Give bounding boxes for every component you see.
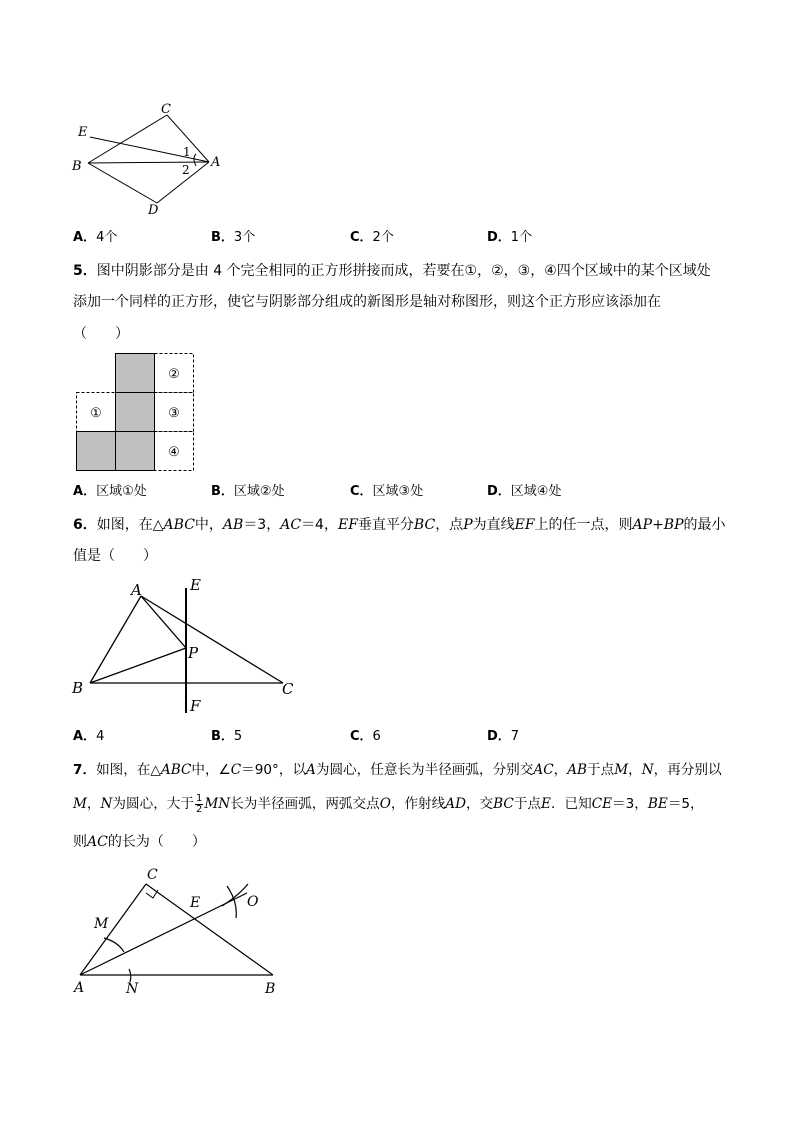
q7-seg-AC [80, 884, 146, 975]
q6-seg-AP [141, 596, 186, 648]
q4-label-A: A [211, 155, 221, 170]
q7-text-line1: 7．如图，在△ABC中，∠C＝90°，以A为圆心，任意长为半径画弧，分别交AC，AB于点M，N，再分别以 [73, 762, 722, 778]
q5-text-line1: 5．图中阴影部分是由 4 个完全相同的正方形拼接而成，若要在①，②，③，④四个区域中的某个区域处 [73, 263, 711, 279]
q5-option-c: C．区域③处 [350, 484, 424, 499]
q6-label-C: C [282, 680, 294, 698]
q7-ray-AD [80, 893, 247, 975]
q6-seg-BP [90, 648, 186, 683]
q4-label-D: D [148, 203, 159, 218]
q7-fraction: $\frac{1}{2}$ [195, 792, 203, 815]
q6-seg-AC [141, 596, 283, 683]
q5-text-line2: 添加一个同样的正方形，使它与阴影部分组成的新图形是轴对称图形，则这个正方形应该添加在 [73, 294, 661, 310]
q4-label-E: E [78, 125, 88, 140]
q5-shaded-square [116, 354, 155, 393]
q6-option-a: A．4 [73, 729, 105, 744]
q4-option-d: D．1个 [487, 230, 533, 245]
q6-figure [66, 575, 306, 720]
q6-label-F: F [190, 697, 201, 715]
q7-figure [66, 860, 296, 1000]
q5-shaded-square [77, 432, 116, 471]
q5-option-d: D．区域④处 [487, 484, 562, 499]
q4-figure [66, 98, 236, 218]
q5-shaded-square [116, 432, 155, 471]
q6-label-E: E [190, 576, 201, 594]
q6-text-line1: 6．如图，在△ABC中，AB＝3，AC＝4，EF垂直平分BC，点P为直线EF上的任一点，则AP+BP的最小 [73, 517, 726, 533]
q6-option-b: B．5 [211, 729, 243, 744]
q5-option-a: A．区域①处 [73, 484, 147, 499]
q6-text-line2: 值是（ ） [73, 548, 157, 564]
q4-seg-EA [90, 137, 209, 162]
q7-text-line3: 则AC的长为（ ） [73, 834, 206, 850]
q7-label-O: O [247, 894, 259, 910]
q4-angle-arc [194, 154, 196, 166]
q4-angle-1: 1 [183, 145, 191, 159]
q7-label-M: M [94, 916, 109, 932]
q7-text-line2: M，N为圆心，大于 $\frac{1}{2}$ MN长为半径画弧，两弧交点O，作射线AD，交BC于点E．已知CE＝3，BE＝5， [73, 792, 704, 815]
q6-option-c: C．6 [350, 729, 381, 744]
q4-option-a: A．4个 [73, 230, 118, 245]
q5-option-b: B．区域②处 [211, 484, 285, 499]
q4-option-b: B．3个 [211, 230, 256, 245]
q5-figure [74, 350, 198, 474]
q4-angle-2: 2 [182, 163, 190, 177]
q7-label-E: E [190, 895, 201, 911]
q5-bracket: （ ） [73, 326, 129, 342]
q5-region-4-label: ④ [168, 445, 180, 460]
q7-label-N: N [126, 981, 139, 997]
q7-label-C: C [147, 867, 158, 883]
q5-region-3-label: ③ [168, 406, 180, 421]
q5-shaded-square [116, 393, 155, 432]
q7-arc-M [104, 938, 124, 952]
q4-seg-BD [88, 163, 157, 203]
q5-region-2-label: ② [168, 367, 180, 382]
q4-label-B: B [72, 159, 82, 174]
q6-seg-AB [90, 596, 141, 683]
q7-label-A: A [74, 980, 85, 996]
q4-option-c: C．2个 [350, 230, 394, 245]
q5-region-1-label: ① [90, 406, 102, 421]
q6-label-P: P [188, 644, 199, 662]
q6-label-A: A [131, 581, 142, 599]
q6-label-B: B [72, 679, 84, 697]
q7-label-B: B [265, 981, 276, 997]
q4-label-C: C [161, 102, 171, 117]
q6-option-d: D．7 [487, 729, 520, 744]
q4-seg-BA [88, 162, 209, 163]
